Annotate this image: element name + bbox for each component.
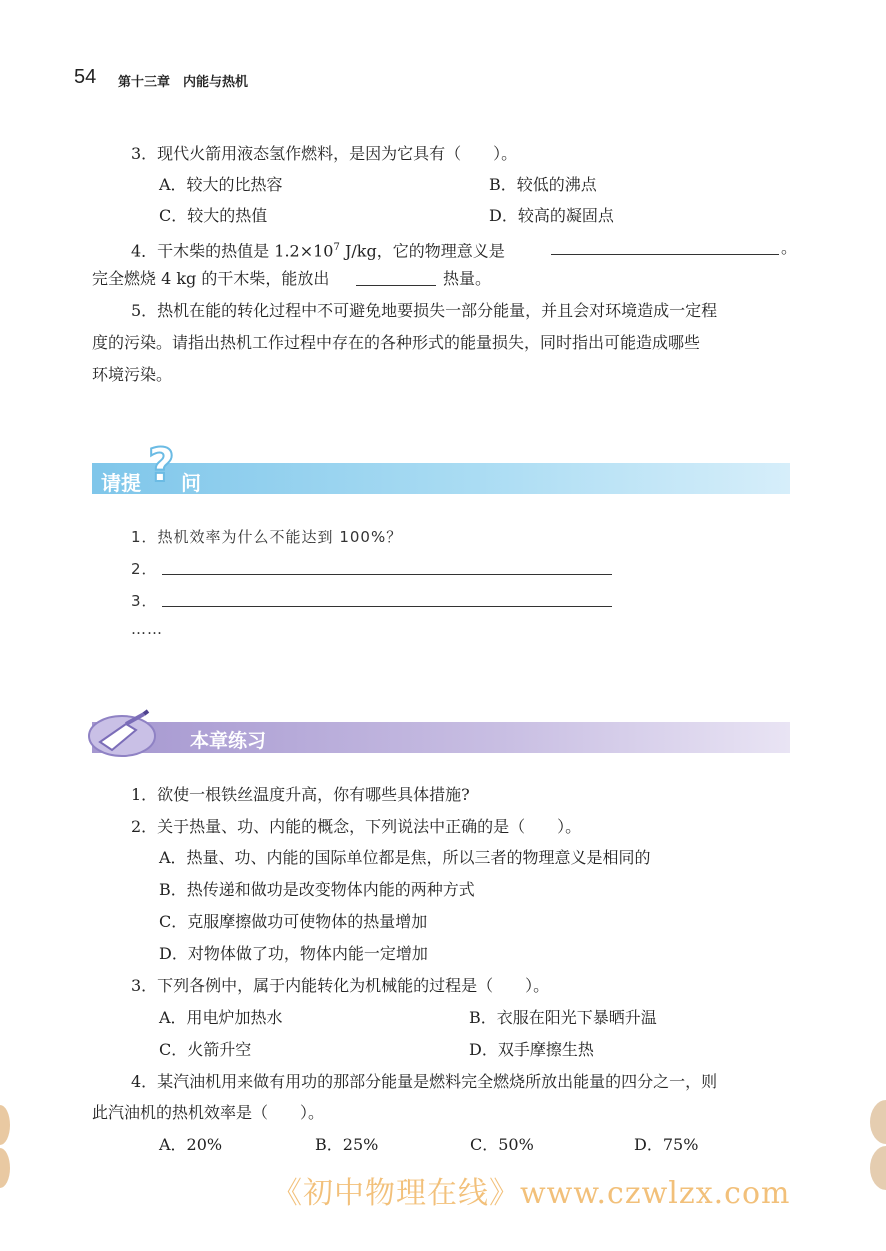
option-c: C．较大的热值 <box>159 206 268 225</box>
ask-question-3: 3． <box>131 592 158 610</box>
pencil-notebook-icon <box>86 706 158 760</box>
decoration-circle <box>870 1100 886 1144</box>
exercise-q3: 3．下列各例中，属于内能转化为机械能的过程是（ ）。 <box>131 976 550 995</box>
exercise-q4-d: D．75% <box>634 1135 699 1154</box>
ellipsis: …… <box>131 620 163 638</box>
ask-title-left: 请提 <box>101 471 141 495</box>
exercise-q4-c: C．50% <box>470 1135 534 1154</box>
question-4-text: 4．干木柴的热值是 1.2×10 <box>131 241 334 261</box>
exercise-q2-a: A．热量、功、内能的国际单位都是焦，所以三者的物理意义是相同的 <box>159 848 651 867</box>
ask-question-2: 2． <box>131 560 158 578</box>
exercise-q3-b: B．衣服在阳光下暴晒升温 <box>469 1008 657 1027</box>
decoration-circle <box>870 1146 886 1190</box>
question-3: 3．现代火箭用液态氢作燃料，是因为它具有（ ）。 <box>131 144 518 163</box>
exercise-q2-c: C．克服摩擦做功可使物体的热量增加 <box>159 912 428 931</box>
question-4 <box>131 238 505 261</box>
exercise-q1: 1．欲使一根铁丝温度升高，你有哪些具体措施? <box>131 785 470 804</box>
exercise-q4-a: A．20% <box>159 1135 223 1154</box>
exercise-q3-c: C．火箭升空 <box>159 1040 252 1059</box>
question-mark-icon: ? <box>148 438 175 492</box>
page-number: 54 <box>74 66 97 88</box>
period: 。 <box>781 238 798 257</box>
exercise-q3-d: D．双手摩擦生热 <box>469 1040 594 1059</box>
watermark: 《初中物理在线》www.czwlzx.com <box>272 1176 791 1211</box>
question-5-line-1: 5．热机在能的转化过程中不可避免地要损失一部分能量，并且会对环境造成一定程 <box>131 301 718 320</box>
ask-blank-3[interactable] <box>162 606 612 607</box>
exercise-q2-d: D．对物体做了功，物体内能一定增加 <box>159 944 428 963</box>
chapter-title: 第十三章 内能与热机 <box>118 75 249 90</box>
exercise-q4-line-2: 此汽油机的热机效率是（ ）。 <box>92 1103 325 1122</box>
decoration-circle <box>0 1148 10 1188</box>
ask-question-1: 1．热机效率为什么不能达到 100%？ <box>131 528 403 546</box>
option-b: B．较低的沸点 <box>489 175 597 194</box>
exercise-title: 本章练习 <box>190 730 267 752</box>
exercise-q2: 2．关于热量、功、内能的概念，下列说法中正确的是（ ）。 <box>131 817 582 836</box>
ask-title-right: 问 <box>181 471 201 495</box>
option-d: D．较高的凝固点 <box>489 206 614 225</box>
exercise-q2-b: B．热传递和做功是改变物体内能的两种方式 <box>159 880 475 899</box>
option-a: A．较大的比热容 <box>159 175 283 194</box>
question-4-line-2-end: 热量。 <box>443 269 492 288</box>
exercise-q4-b: B．25% <box>315 1135 379 1154</box>
exponent: 7 <box>333 242 340 253</box>
question-5-line-2: 度的污染。请指出热机工作过程中存在的各种形式的能量损失，同时指出可能造成哪些 <box>92 333 701 352</box>
question-5-line-3: 环境污染。 <box>92 365 173 384</box>
exercise-q4-line-1: 4．某汽油机用来做有用功的那部分能量是燃料完全燃烧所放出能量的四分之一，则 <box>131 1072 718 1091</box>
decoration-circle <box>0 1105 10 1145</box>
exercise-q3-a: A．用电炉加热水 <box>159 1008 283 1027</box>
answer-blank-2[interactable] <box>356 285 436 286</box>
question-4-line-2: 完全燃烧 4 kg 的干木柴，能放出 <box>92 269 330 288</box>
answer-blank[interactable] <box>551 254 779 255</box>
ask-blank-2[interactable] <box>162 574 612 575</box>
question-4-text-2: J/kg，它的物理意义是 <box>339 241 505 261</box>
